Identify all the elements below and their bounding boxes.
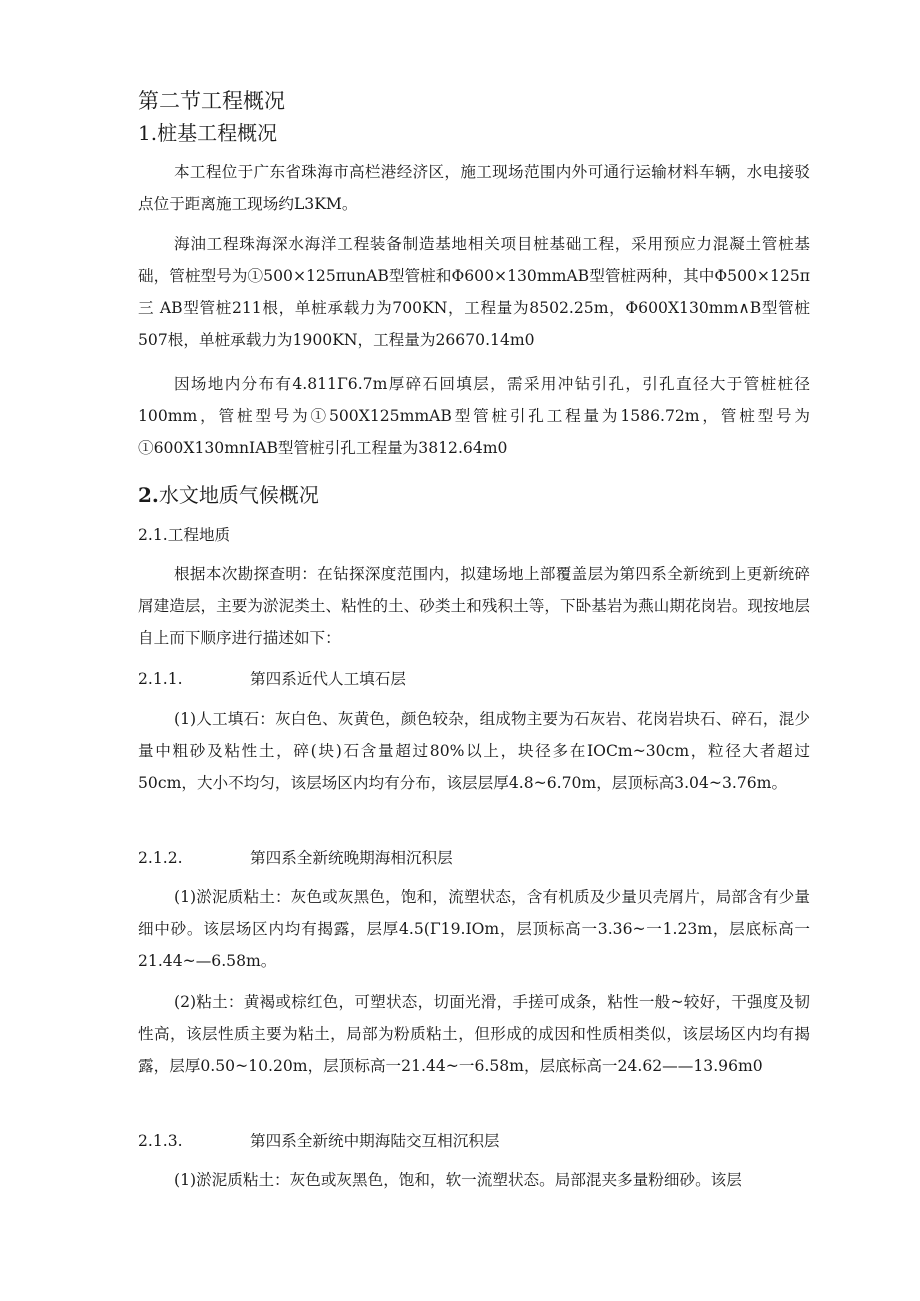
section-title: 第二节工程概况 xyxy=(138,89,285,113)
paragraph-backfill: 因场地内分布有4.811Γ6.7m厚碎石回填层，需采用冲钻引孔，引孔直径大于管桩桩径100mm，管桩型号为①500X125mmAB型管桩引孔工程量为1586.72m，管桩型号为①600X130mnIAB型管桩引孔工程量为3812.64m0 xyxy=(138,375,810,457)
heading-hydrogeology xyxy=(138,480,319,510)
paragraph-pile-spec: 海油工程珠海深水海洋工程装备制造基地相关项目桩基础工程，采用预应力混凝土管桩基础，管桩型号为①500×125πunAB型管桩和Φ600×130mmAB型管桩两种，其中Φ500×125π 三 AB型管桩211根，单桩承载力为700KN，工程量为8502.25m，Φ600X130mm∧B型管桩507根，单桩承载力为1900KN，工程量为26670.14m0 xyxy=(138,235,810,349)
subheading-number: 2.1.3. xyxy=(138,1132,183,1150)
subheading-fill-layer xyxy=(138,664,406,694)
paragraph-silty-clay: (1)淤泥质粘土：灰色或灰黑色，饱和，流塑状态，含有机质及少量贝壳屑片，局部含有少量细中砂。该层场区内均有揭露，层厚4.5(Γ19.IOm，层顶标高一3.36~一1.23m，层底标高一21.44~—6.58m。 xyxy=(138,888,810,970)
paragraph-clay: (2)粘土：黄褐或棕红色，可塑状态，切面光滑，手搓可成条，粘性一般~较好，干强度及韧性高，该层性质主要为粘土，局部为粉质粘土，但形成的成因和性质相类似，该层场区内均有揭露，层厚0.50~10.20m，层顶标高一21.44~一6.58m，层底标高一24.62——13.96m0 xyxy=(138,993,810,1075)
paragraph-location: 本工程位于广东省珠海市高栏港经济区，施工现场范围内外可通行运输材料车辆，水电接驳点位于距离施工现场约L3KM。 xyxy=(138,163,810,213)
subheading-text: 第四系全新统中期海陆交互相沉积层 xyxy=(250,1132,500,1150)
heading-hydrogeology-number: 2. xyxy=(138,483,159,507)
heading-hydrogeology-text: 水文地质气候概况 xyxy=(158,483,319,507)
subheading-number: 2.1.1. xyxy=(138,670,183,688)
paragraph-artificial-fill: (1)人工填石：灰白色、灰黄色，颜色较杂，组成物主要为石灰岩、花岗岩块石、碎石，混少量中粗砂及粘性土，碎(块)石含量超过80%以上，块径多在IOCm~30cm，粒径大者超过50cm，大小不均匀，该层场区内均有分布，该层层厚4.8~6.70m，层顶标高3.04~3.76m。 xyxy=(138,710,810,792)
subheading-text: 第四系全新统晚期海相沉积层 xyxy=(250,849,453,867)
subheading-text: 第四系近代人工填石层 xyxy=(250,670,406,688)
paragraph-silty-clay-2: (1)淤泥质粘土：灰色或灰黑色，饱和，软一流塑状态。局部混夹多量粉细砂。该层 xyxy=(174,1171,742,1189)
subheading-marine-deposit xyxy=(138,843,453,873)
subheading-engineering-geology: 2.1.工程地质 xyxy=(138,526,231,544)
paragraph-survey: 根据本次勘探查明：在钻探深度范围内，拟建场地上部覆盖层为第四系全新统到上更新统碎屑建造层，主要为淤泥类土、粘性的土、砂类土和残积土等，下卧基岩为燕山期花岗岩。现按地层自上而下顺序进行描述如下： xyxy=(138,565,810,647)
heading-pile-overview: 1.桩基工程概况 xyxy=(138,121,278,145)
subheading-interbedded-deposit xyxy=(138,1126,500,1156)
subheading-number: 2.1.2. xyxy=(138,849,183,867)
